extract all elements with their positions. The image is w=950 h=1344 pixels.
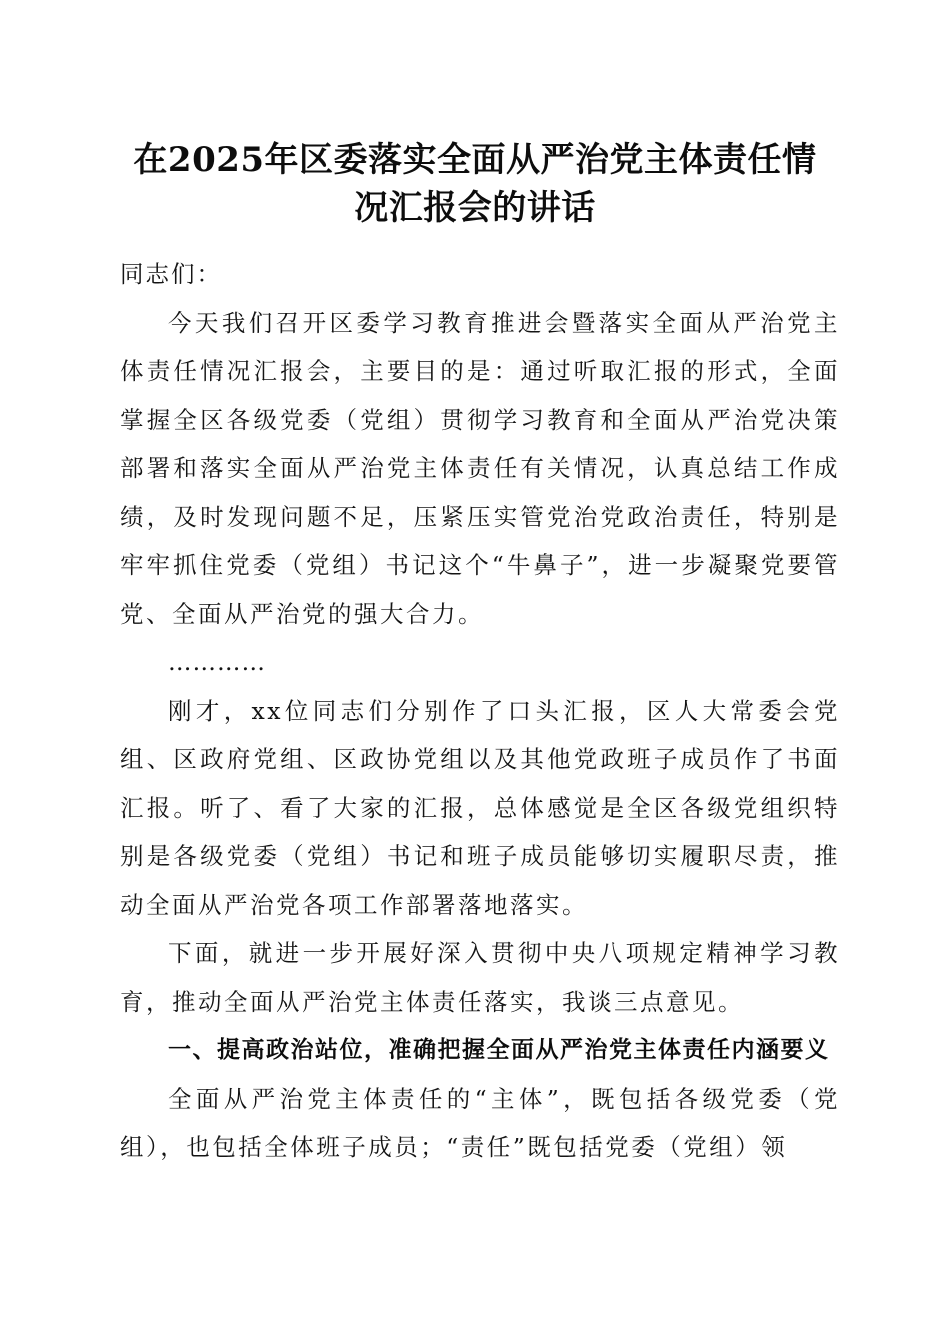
title-line-1: 在2025年区委落实全面从严治党主体责任情 — [133, 140, 817, 180]
section-heading: 一、提高政治站位，准确把握全面从严治党主体责任内涵要义 — [168, 1037, 830, 1063]
paragraph-intro: 今天我们召开区委学习教育推进会暨落实全面从严治党主体责任情况汇报会，主要目的是：通过听取汇报的形式，全面掌握全区各级党委（党组）贯彻学习教育和全面从严治党决策部署和落实全面从严治党主体责任有关情况，认真总结工作成绩，及时发现问题不足，压紧压实管党治党政治责任，特别是牢牢抓住党委（党组）书记这个“牛鼻子”，进一步凝聚党要管党、全面从严治党的强大合力。 — [120, 308, 840, 628]
title-line-2: 况汇报会的讲话 — [354, 188, 596, 228]
paragraph-reports: 刚才，xx位同志们分别作了口头汇报，区人大常委会党组、区政府党组、区政协党组以及其他党政班子成员作了书面汇报。听了、看了大家的汇报，总体感觉是全区各级党组织特别是各级党委（党组）书记和班子成员能够切实履职尽责，推动全面从严治党各项工作部署落地落实。 — [120, 696, 840, 919]
paragraph-opinions: 下面，就进一步开展好深入贯彻中央八项规定精神学习教育，推动全面从严治党主体责任落实，我谈三点意见。 — [120, 939, 840, 1016]
document-body — [120, 250, 840, 1172]
ellipsis-line: ………… — [168, 648, 266, 676]
document-title — [100, 136, 850, 232]
section-paragraph: 全面从严治党主体责任的“主体”，既包括各级党委（党组），也包括全体班子成员；“责任”既包括党委（党组）领 — [120, 1084, 840, 1161]
salutation: 同志们： — [120, 260, 222, 288]
